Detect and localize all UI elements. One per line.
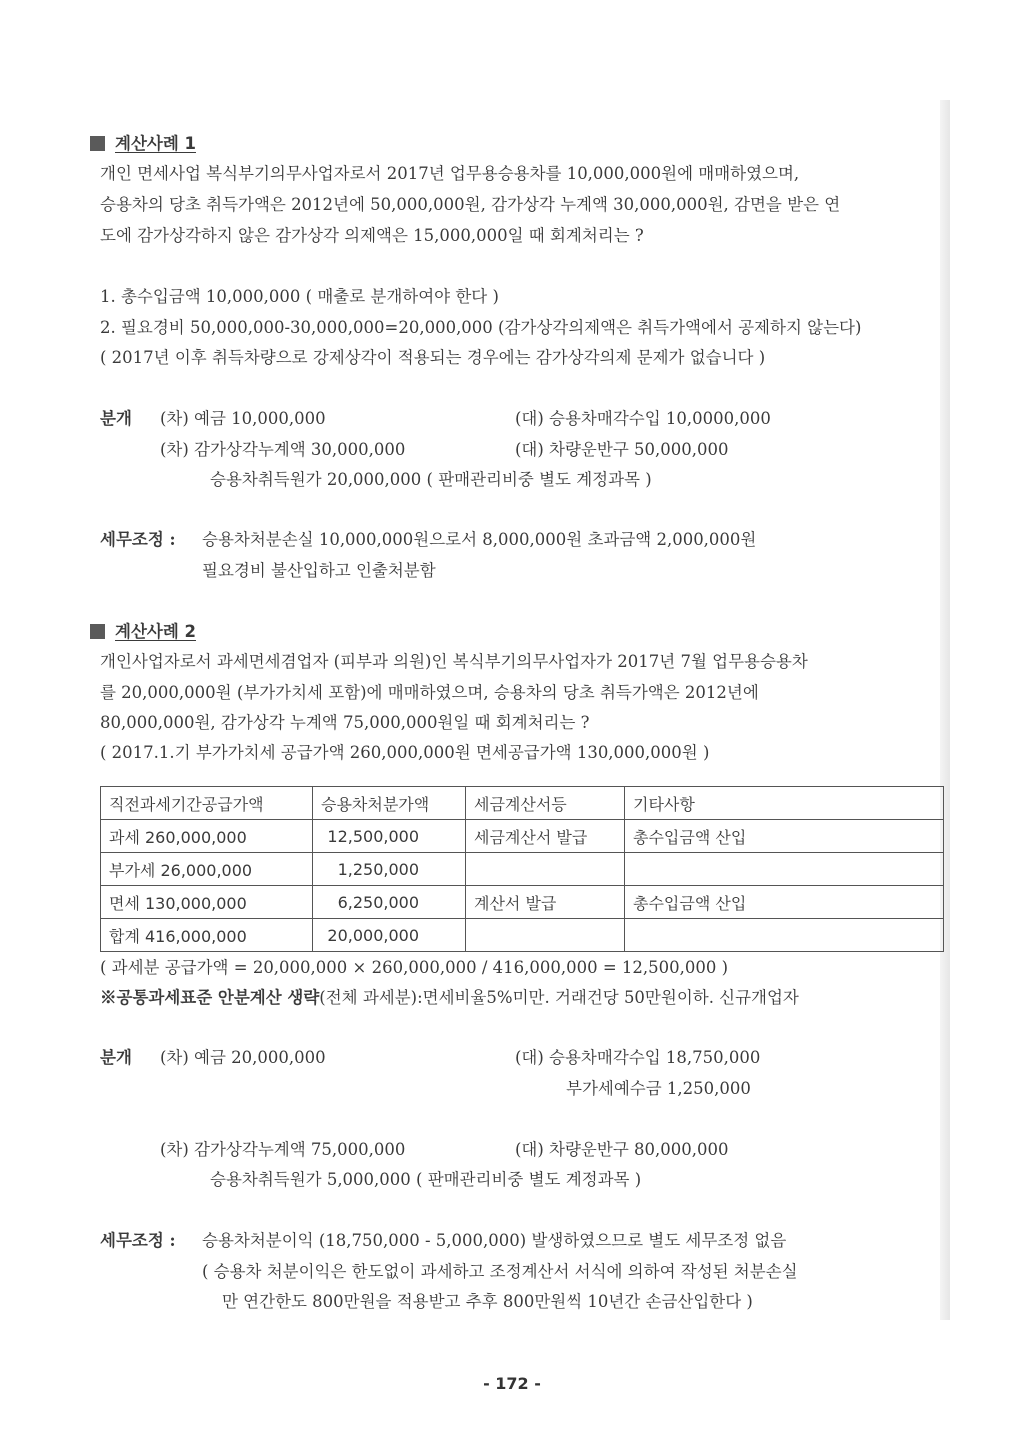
table-cell: [625, 853, 944, 886]
table-row: [101, 886, 944, 919]
case2-tax-line-1: 승용차처분이익 (18,750,000 - 5,000,000) 발생하였으므로 별도 세무조정 없음: [202, 1231, 787, 1250]
case2-tax-line-3: 만 연간한도 800만원을 적용받고 추후 800만원씩 10년간 손금산입한다 ): [222, 1292, 753, 1311]
case1-step-note: ( 2017년 이후 취득차량으로 강제상각이 적용되는 경우에는 감가상각의제 문제가 없습니다 ): [100, 348, 766, 367]
table-header-cell: 직전과세기간공급가액: [101, 787, 313, 820]
table-cell: 계산서 발급: [466, 886, 625, 919]
case2-journal-b-debit-2: 승용차취득원가 5,000,000 ( 판매관리비중 별도 계정과목 ): [210, 1170, 642, 1189]
case1-journal-credit-1: (대) 승용차매각수입 10,0000,000: [515, 409, 771, 428]
case1-heading: 계산사례 1: [90, 132, 196, 156]
table-cell: 12,500,000: [313, 820, 466, 853]
case2-intro-line-1: 개인사업자로서 과세면세겸업자 (피부과 의원)인 복식부기의무사업자가 2017년 7월 업무용승용차: [100, 652, 808, 671]
case2-journal-b-credit: (대) 차량운반구 80,000,000: [515, 1140, 729, 1159]
table-cell: [466, 853, 625, 886]
case1-journal-label: 분개: [100, 409, 132, 428]
case2-intro-line-3: 80,000,000원, 감가상각 누계액 75,000,000원일 때 회계처리는 ?: [100, 713, 590, 732]
case1-journal-credit-2: (대) 차량운반구 50,000,000: [515, 440, 729, 459]
table-row: [101, 820, 944, 853]
case2-note-bold: ※공통과세표준 안분계산 생략: [100, 988, 320, 1007]
table-cell: [625, 919, 944, 952]
case1-journal-debit-1: (차) 예금 10,000,000: [160, 409, 326, 428]
case1-intro-line-2: 승용차의 당초 취득가액은 2012년에 50,000,000원, 감가상각 누계액 30,000,000원, 감면을 받은 연: [100, 195, 841, 214]
table-header-cell: 세금계산서등: [466, 787, 625, 820]
table-header-cell: 기타사항: [625, 787, 944, 820]
square-bullet-icon: [90, 136, 105, 151]
case2-note-rest: (전체 과세분):면세비율5%미만. 거래건당 50만원이하. 신규개업자: [319, 988, 799, 1007]
case2-journal-a-credit-1: (대) 승용차매각수입 18,750,000: [515, 1048, 761, 1067]
table-row: [101, 853, 944, 886]
table-header-row: [101, 787, 944, 820]
table-cell: 총수입금액 산입: [625, 820, 944, 853]
case2-journal-a-debit: (차) 예금 20,000,000: [160, 1048, 326, 1067]
case1-step-1: 1. 총수입금액 10,000,000 ( 매출로 분개하여야 한다 ): [100, 287, 499, 306]
page-edge-shadow: [940, 100, 950, 1320]
table-row: [101, 919, 944, 952]
case2-tax-label: 세무조정 :: [100, 1231, 176, 1250]
table-header-cell: 승용차처분가액: [313, 787, 466, 820]
case1-tax-line-2: 필요경비 불산입하고 인출처분함: [202, 561, 436, 580]
case1-journal-debit-2: (차) 감가상각누계액 30,000,000: [160, 440, 406, 459]
case1-intro-line-3: 도에 감가상각하지 않은 감가상각 의제액은 15,000,000일 때 회계처리는 ?: [100, 226, 644, 245]
table-cell: 20,000,000: [313, 919, 466, 952]
case1-tax-label: 세무조정 :: [100, 530, 176, 549]
table-cell: 세금계산서 발급: [466, 820, 625, 853]
square-bullet-icon: [90, 624, 105, 639]
case2-formula: ( 과세분 공급가액 = 20,000,000 × 260,000,000 / 416,000,000 = 12,500,000 ): [100, 958, 729, 977]
case2-journal-a-credit-2: 부가세예수금 1,250,000: [566, 1079, 751, 1098]
case2-intro-line-2: 를 20,000,000원 (부가가치세 포함)에 매매하였으며, 승용차의 당초 취득가액은 2012년에: [100, 683, 759, 702]
table-cell: 6,250,000: [313, 886, 466, 919]
table-cell: 합계 416,000,000: [101, 919, 313, 952]
case2-note: [100, 986, 799, 1010]
table-cell: [466, 919, 625, 952]
case2-intro-line-4: ( 2017.1.기 부가가치세 공급가액 260,000,000원 면세공급가액 130,000,000원 ): [100, 743, 710, 762]
case2-journal-b-debit-1: (차) 감가상각누계액 75,000,000: [160, 1140, 406, 1159]
case2-tax-line-2: ( 승용차 처분이익은 한도없이 과세하고 조정계산서 서식에 의하여 작성된 처분손실: [202, 1262, 798, 1281]
case2-journal-label: 분개: [100, 1048, 132, 1067]
table-cell: 1,250,000: [313, 853, 466, 886]
table-cell: 총수입금액 산입: [625, 886, 944, 919]
table-cell: 부가세 26,000,000: [101, 853, 313, 886]
case1-intro-line-1: 개인 면세사업 복식부기의무사업자로서 2017년 업무용승용차를 10,000,000원에 매매하였으며,: [100, 164, 800, 183]
supply-value-table: [100, 786, 944, 952]
table-cell: 과세 260,000,000: [101, 820, 313, 853]
page-number: - 172 -: [483, 1374, 541, 1393]
case2-heading: 계산사례 2: [90, 620, 196, 644]
case1-journal-debit-3: 승용차취득원가 20,000,000 ( 판매관리비중 별도 계정과목 ): [210, 470, 652, 489]
case1-tax-line-1: 승용차처분손실 10,000,000원으로서 8,000,000원 초과금액 2,000,000원: [202, 530, 757, 549]
table-cell: 면세 130,000,000: [101, 886, 313, 919]
case1-step-2: 2. 필요경비 50,000,000-30,000,000=20,000,000 (감가상각의제액은 취득가액에서 공제하지 않는다): [100, 318, 862, 337]
